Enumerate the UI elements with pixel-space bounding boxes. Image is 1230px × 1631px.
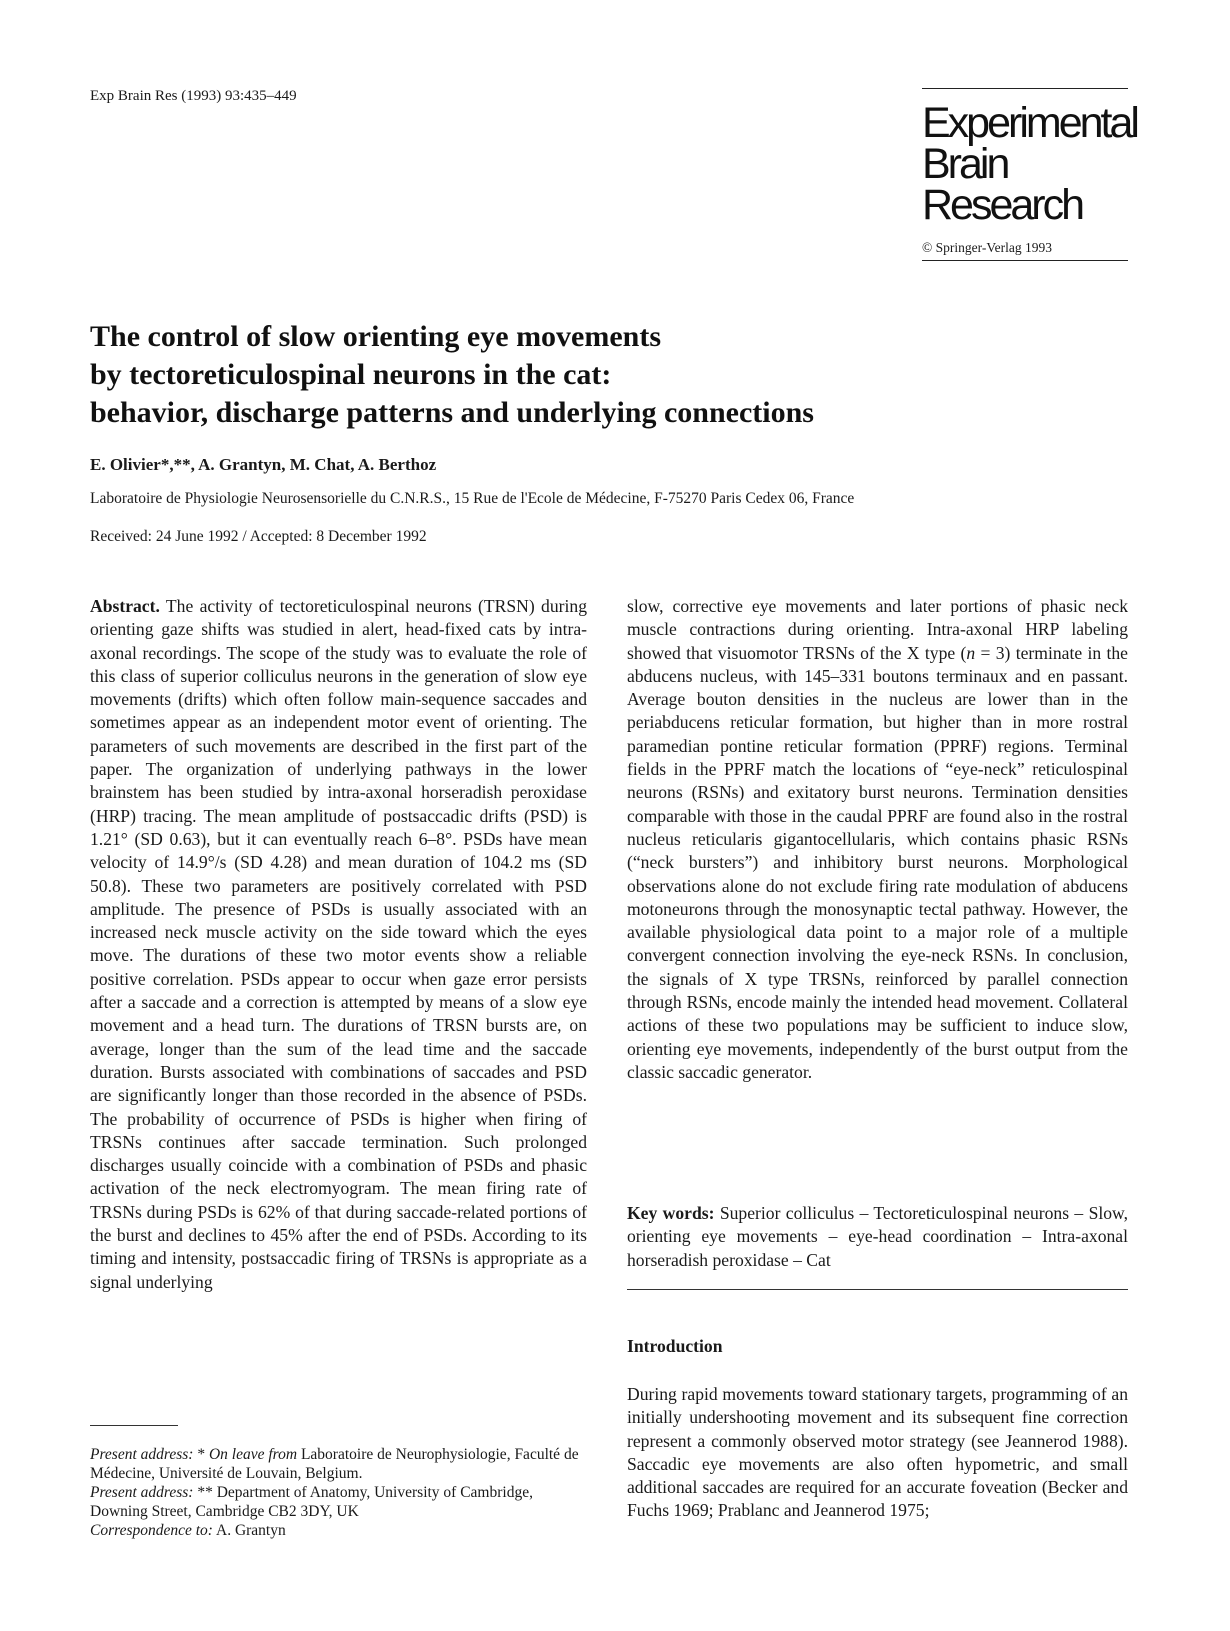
footnote-3-text: A. Grantyn (212, 1522, 286, 1539)
masthead-bottom-rule (922, 260, 1128, 261)
footnote-divider (90, 1425, 178, 1426)
abstract-right-column (627, 595, 1128, 1084)
footnote-3-label: Correspondence to: (90, 1522, 213, 1539)
footnote-2-label: Present address: (90, 1484, 194, 1501)
abstract-text-left: The activity of tectoreticulospinal neurons (TRSN) during orienting gaze shifts was studied in alert, head-fixed cats by intra-axonal recordings. The scope of the study was to evaluate the role of this class of superior colliculus neurons in the generation of slow eye movements (drifts) which often follow main-sequence saccades and sometimes appear as an independent motor event of orienting. The parameters of such movements are described in the first part of the paper. The organization of underlying pathways in the lower brainstem has been studied by intra-axonal horseradish peroxidase (HRP) tracing. The mean amplitude of postsaccadic drifts (PSD) is 1.21° (SD 0.63), but it can eventually reach 6–8°. PSDs have mean velocity of 14.9°/s (SD 4.28) and mean duration of 104.2 ms (SD 50.8). These two parameters are positively correlated with PSD amplitude. The presence of PSDs is usually associated with an increased neck muscle activity on the side toward which the eyes move. The durations of these two motor events show a reliable positive correlation. PSDs appear to occur when gaze error persists after a saccade and a correction is attempted by means of a slow eye movement and a head turn. The durations of TRSN bursts are, on average, longer than the sum of the lead time and the saccade duration. Bursts associated with combinations of saccades and PSD are significantly longer than those recorded in the absence of PSDs. The probability of occurrence of PSDs is higher when firing of TRSNs continues after saccade termination. Such prolonged discharges usually coincide with a combination of PSDs and phasic activation of the neck electromyogram. The mean firing rate of TRSNs during PSDs is 62% of that during saccade-related portions of the burst and declines to 45% after the end of PSDs. According to its timing and intensity, postsaccadic firing of TRSNs is appropriate as a signal underlying (90, 596, 587, 1292)
journal-citation: Exp Brain Res (1993) 93:435–449 (90, 88, 297, 104)
footnote-3 (90, 1521, 587, 1540)
keywords-label: Key words: (627, 1203, 715, 1223)
abstract-left-column (90, 595, 587, 1294)
abstract-label: Abstract. (90, 596, 160, 616)
footnote-2 (90, 1483, 587, 1521)
footnote-2-text: ** Department of Anatomy, University of Cambridge, Downing Street, Cambridge CB2 3DY, UK (90, 1484, 533, 1520)
masthead-top-rule (922, 88, 1128, 89)
keywords-text: Superior colliculus – Tectoreticulospinal neurons – Slow, orienting eye movements – eye-head coordination – Intra-axonal horseradish peroxidase – Cat (627, 1203, 1128, 1270)
footnote-1-italic: On leave from (208, 1446, 298, 1463)
footnote-1 (90, 1445, 587, 1483)
journal-name: Experimental Brain Research (922, 99, 1137, 229)
journal-masthead (922, 88, 1137, 261)
keywords-divider (627, 1289, 1128, 1290)
introduction-heading: Introduction (627, 1336, 723, 1356)
footnote-1-label: Present address: (90, 1446, 194, 1463)
footnotes (90, 1445, 587, 1540)
abstract-n-symbol: n (966, 642, 976, 663)
keywords (627, 1202, 1128, 1272)
abstract-text-right-b: = 3) terminate in the abducens nucleus, with 145–331 boutons terminaux and en passant. Average bouton densities in the nucleus are lower than in the periabducens reticular formation, but higher than in more rostral paramedian pontine reticular formation (PPRF) regions. Terminal fields in the PPRF match the locations of “eye-neck” reticulospinal neurons (RSNs) and exitatory burst neurons. Termination densities comparable with those in the caudal PPRF are found also in the rostral nucleus reticularis gigantocellularis, which contains phasic RSNs (“neck bursters”) and inhibitory burst neurons. Morphological observations alone do not exclude firing rate modulation of abducens motoneurons through the monosynaptic tectal pathway. However, the available physiological data point to a major role of a multiple convergent connection involving the eye-neck RSNs. In conclusion, the signals of X type TRSNs, reinforced by parallel connection through RSNs, encode mainly the intended head movement. Collateral actions of these two populations may be sufficient to induce slow, orienting eye movements, independently of the burst output from the classic saccadic generator. (627, 642, 1128, 1082)
footnote-1-mark: * (193, 1446, 209, 1463)
affiliation: Laboratoire de Physiologie Neurosensorielle du C.N.R.S., 15 Rue de l'Ecole de Médecine, F-75270 Paris Cedex 06, France (90, 490, 855, 507)
footnote-1-text: Laboratoire de Neurophysiologie, Faculté de Médecine, Université de Louvain, Belgium. (90, 1446, 579, 1482)
abstract-text-right-a: slow, corrective eye movements and later portions of phasic neck muscle contractions during orienting. Intra-axonal HRP labeling showed that visuomotor TRSNs of the X type ( (627, 596, 1128, 663)
received-accepted-dates: Received: 24 June 1992 / Accepted: 8 December 1992 (90, 528, 427, 545)
introduction-text: During rapid movements toward stationary targets, programming of an initially undershooting movement and its subsequent fine correction represent a commonly observed motor strategy (see Jeannerod 1988). Saccadic eye movements are also often hypometric, and small additional saccades are required for an accurate foveation (Becker and Fuchs 1969; Prablanc and Jeannerod 1975; (627, 1384, 1128, 1521)
article-title: The control of slow orienting eye movements by tectoreticulospinal neurons in the cat: behavior, discharge patterns and underlying connections (90, 320, 814, 429)
copyright-notice: © Springer-Verlag 1993 (922, 240, 1052, 255)
author-list: E. Olivier*,**, A. Grantyn, M. Chat, A. Berthoz (90, 455, 437, 474)
